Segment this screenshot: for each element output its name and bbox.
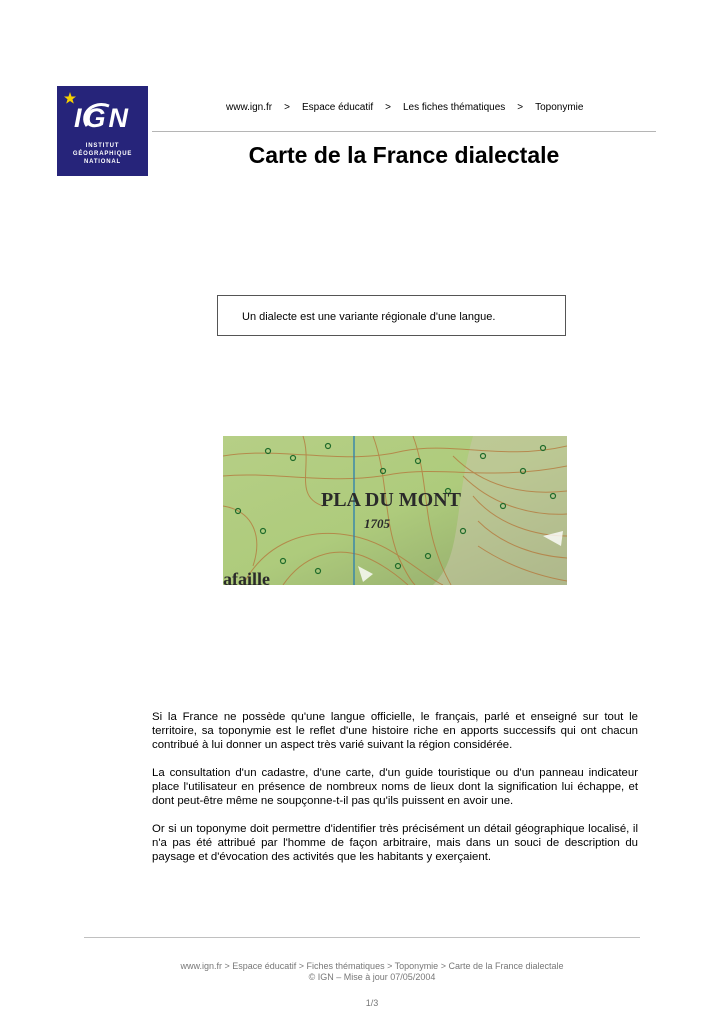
breadcrumb-toponymie[interactable]: Toponymie (535, 102, 584, 113)
footer-path: www.ign.fr > Espace éducatif > Fiches thématiques > Toponymie > Carte de la France dialectale (180, 961, 564, 971)
map-partial-label: afaille (223, 569, 270, 585)
paragraph: Si la France ne possède qu'une langue officielle, le français, parlé et enseigné sur tout le territoire, sa toponymie est le reflet d'une histoire riche en apports successifs qui ont chacun contribué à lui donner un aspect très varié suivant la région considérée. (152, 711, 638, 751)
logo-line-geographique: GÉOGRAPHIQUE (72, 151, 133, 157)
definition-text: Un dialecte est une variante régionale d'une langue. (242, 311, 496, 323)
ign-logo (57, 86, 148, 176)
body-text (152, 710, 638, 878)
paragraph: La consultation d'un cadastre, d'une carte, d'un guide touristique ou d'un panneau indicateur place l'utilisateur en présence de nombreux noms de lieux dont la signification lui échappe, et dont peut-être même ne soupçonne-t-il pas qu'ils puissent en avoir une. (152, 767, 638, 807)
footer-copyright: © IGN – Mise à jour 07/05/2004 (308, 972, 436, 982)
topographic-map-image (223, 436, 567, 585)
breadcrumb-separator: > (284, 102, 290, 113)
ign-letters: IGN (73, 103, 131, 133)
breadcrumb-separator: > (517, 102, 524, 113)
footer-divider (84, 937, 640, 938)
page-title: Carte de la France dialectale (248, 142, 560, 168)
logo-line-institut: INSTITUT (85, 143, 120, 149)
breadcrumb-separator: > (385, 102, 391, 113)
paragraph: Or si un toponyme doit permettre d'identifier très précisément un détail géographique localisé, il n'a pas été attribué par l'homme de façon arbitraire, mais dans un souci de description du paysage et d'évocation des activités que les habitants y exerçaient. (152, 823, 638, 863)
definition-box (217, 295, 566, 336)
header-divider (152, 131, 656, 132)
map-place-name: PLA DU MONT (321, 489, 461, 511)
map-altitude: 1705 (364, 516, 390, 531)
breadcrumb-espace-educatif[interactable]: Espace éducatif (301, 102, 374, 113)
logo-line-national: NATIONAL (84, 159, 121, 165)
breadcrumb (226, 102, 583, 113)
breadcrumb-fiches[interactable]: Les fiches thématiques (402, 102, 506, 113)
footer (84, 961, 660, 1009)
breadcrumb-home[interactable]: www.ign.fr (226, 102, 273, 113)
page-number: 1/3 (365, 998, 379, 1008)
star-icon (64, 92, 76, 104)
